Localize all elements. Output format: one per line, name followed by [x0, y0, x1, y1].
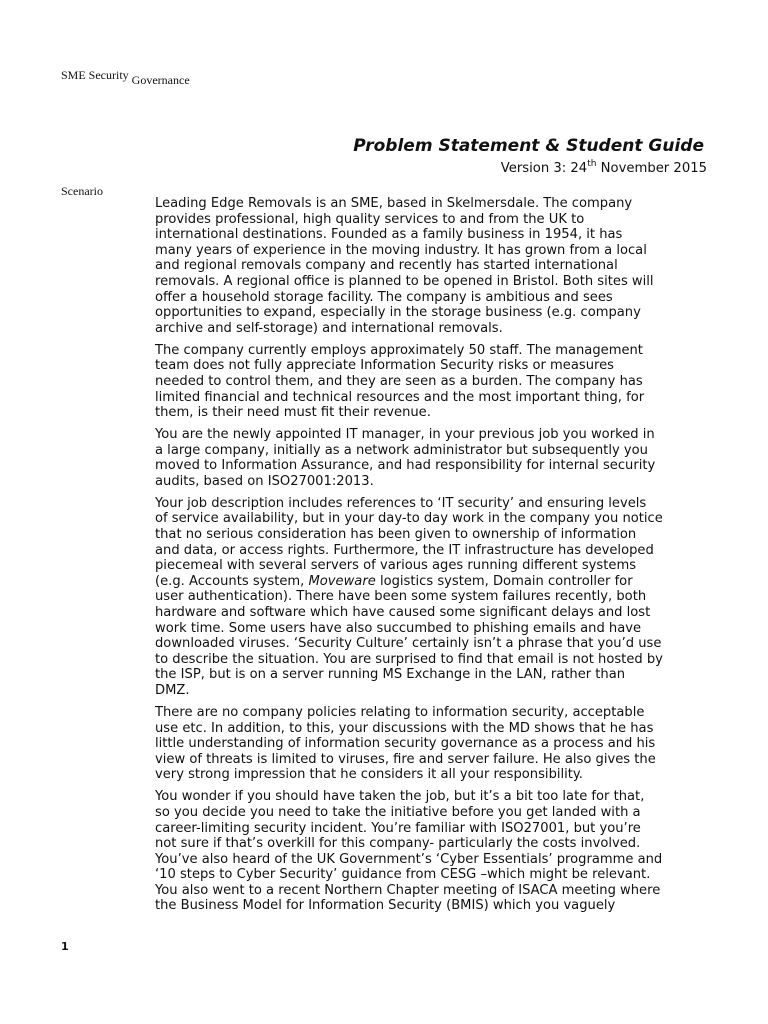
- header-main-text: SME Security: [61, 68, 132, 82]
- paragraph-staff: The company currently employs approximately 50 staff. The management team does not fully appreciate Information Security risks or measures needed to control them, and they are seen as a burden. The company has limited financial and technical resources and the most important thing, for them, is their need must fit their revenue.: [155, 342, 645, 421]
- version-suffix: November 2015: [596, 161, 707, 176]
- version-line: [501, 161, 707, 176]
- moveware-emphasis: Moveware: [308, 573, 376, 589]
- header-sub-text: Governance: [131, 73, 190, 87]
- version-date-suffix: th: [587, 159, 597, 169]
- paragraph-job-description: [155, 496, 715, 699]
- scenario-body: [155, 196, 715, 920]
- paragraph-policies: There are no company policies relating to information security, acceptable use etc. In addition, to this, your discussions with the MD shows that he has little understanding of information security governance as a process and his view of threats is limited to viruses, fire and server failure. He also gives the very strong impression that he considers it all your responsibility.: [155, 704, 656, 783]
- version-prefix: Version 3: 24: [500, 161, 588, 176]
- paragraph-company-overview: Leading Edge Removals is an SME, based in Skelmersdale. The company provides professional, high quality services to and from the UK to international destinations. Founded as a family business in 1954, it has many years of experience in the moving industry. It has grown from a local and regional removals company and recently has started international removals. A regional office is planned to be opened in Bristol. Both sites will offer a household storage facility. The company is ambitious and sees opportunities to expand, especially in the storage business (e.g. company archive and self-storage) and international removals.: [155, 196, 654, 336]
- job-description-before: Your job description includes references to ‘IT security’ and ensuring levels of service availability, but in your day-to day work in the company you notice that no serious consideration has been given to ownership of information and data, or access rights. Furthermore, the IT infrastructure has developed piecemeal with several servers of various ages running different systems (e.g. Accounts system,: [155, 495, 663, 589]
- document-title: Problem Statement & Student Guide: [353, 136, 704, 156]
- job-description-after: logistics system, Domain controller for user authentication). There have been some system failures recently, both hardware and software which have caused some significant delays and lost work time. Some users have also succumbed to phishing emails and have downloaded viruses. ‘Security Culture’ certainly isn’t a phrase that you’d use to describe the situation. You are surprised to find that email is not hosted by the ISP, but is on a server running MS Exchange in the LAN, rather than DMZ.: [155, 573, 663, 698]
- scenario-label: Scenario: [61, 184, 103, 198]
- page-number: 1: [61, 940, 69, 953]
- paragraph-initiative: You wonder if you should have taken the job, but it’s a bit too late for that, so you decide you need to take the initiative before you get landed with a career-limiting security incident. You’re familiar with ISO27001, but you’re not sure if that’s overkill for this company- particularly the costs involved. You’ve also heard of the UK Government’s ‘Cyber Essentials’ programme and ‘10 steps to Cyber Security’ guidance from CESG –which might be relevant. You also went to a recent Northern Chapter meeting of ISACA meeting where the Business Model for Information Security (BMIS) which you vaguely: [155, 789, 663, 914]
- running-header: [61, 68, 190, 87]
- paragraph-it-manager: You are the newly appointed IT manager, in your previous job you worked in a large company, initially as a network administrator but subsequently you moved to Information Assurance, and had responsibility for internal security audits, based on ISO27001:2013.: [155, 427, 656, 489]
